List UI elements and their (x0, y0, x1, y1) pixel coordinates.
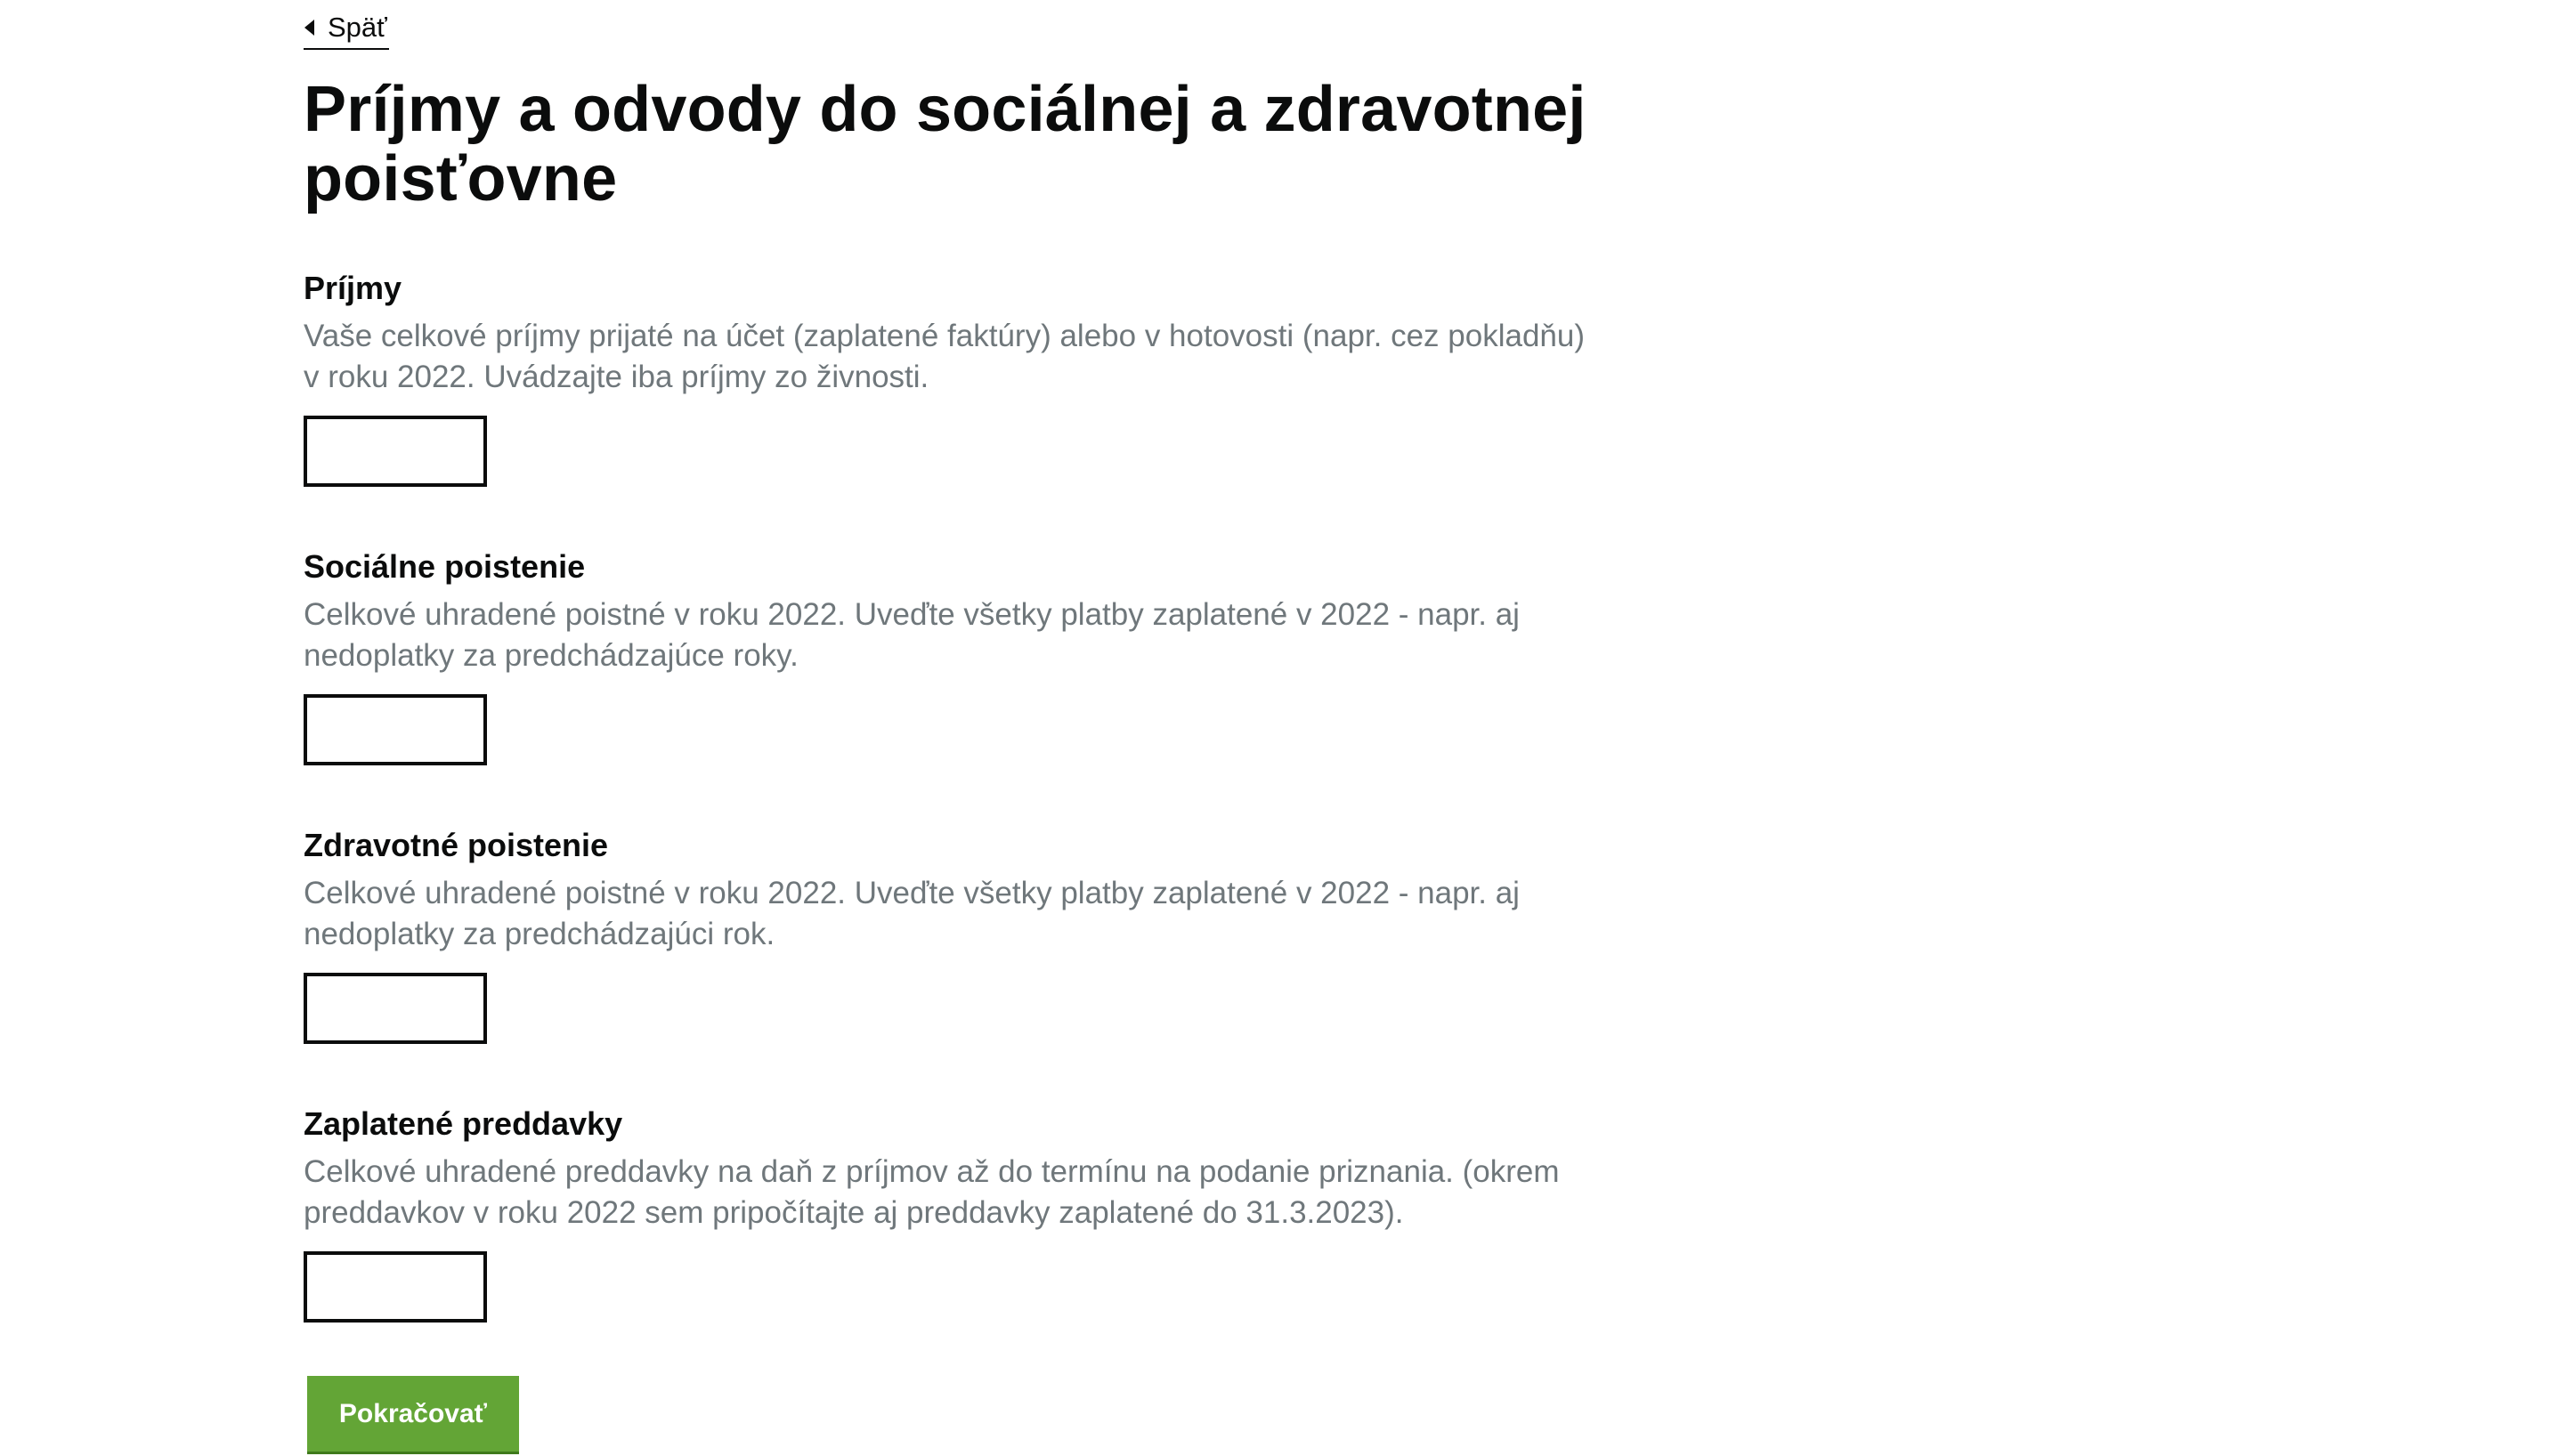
back-link-label: Späť (328, 12, 387, 43)
page-title: Príjmy a odvody do sociálnej a zdravotnej poisťovne (304, 74, 1586, 214)
field-prepayments (304, 1105, 1639, 1323)
caret-left-icon (304, 20, 314, 36)
field-income (304, 270, 1639, 487)
prepayments-input[interactable] (304, 1251, 487, 1323)
back-link[interactable] (304, 7, 389, 50)
field-hint: Celkové uhradené preddavky na daň z príjmov až do termínu na podanie priznania. (okrem preddavkov v roku 2022 sem pripočítajte aj preddavky zaplatené do 31.3.2023). (304, 1154, 1560, 1230)
field-health-insurance (304, 827, 1639, 1044)
field-hint: Celkové uhradené poistné v roku 2022. Uveďte všetky platby zaplatené v 2022 - napr. aj nedoplatky za predchádzajúce roky. (304, 597, 1520, 673)
field-hint: Celkové uhradené poistné v roku 2022. Uveďte všetky platby zaplatené v 2022 - napr. aj nedoplatky za predchádzajúci rok. (304, 876, 1520, 951)
continue-button[interactable]: Pokračovať (307, 1376, 519, 1454)
field-label: Zdravotné poistenie (304, 827, 609, 863)
social-insurance-input[interactable] (304, 694, 487, 765)
field-social-insurance (304, 548, 1639, 765)
health-insurance-input[interactable] (304, 973, 487, 1044)
field-label: Príjmy (304, 270, 402, 306)
income-input[interactable] (304, 416, 487, 487)
field-label: Zaplatené preddavky (304, 1105, 623, 1142)
field-hint: Vaše celkové príjmy prijaté na účet (zaplatené faktúry) alebo v hotovosti (napr. cez pokladňu) v roku 2022. Uvádzajte iba príjmy zo živnosti. (304, 319, 1585, 394)
field-label: Sociálne poistenie (304, 548, 586, 585)
